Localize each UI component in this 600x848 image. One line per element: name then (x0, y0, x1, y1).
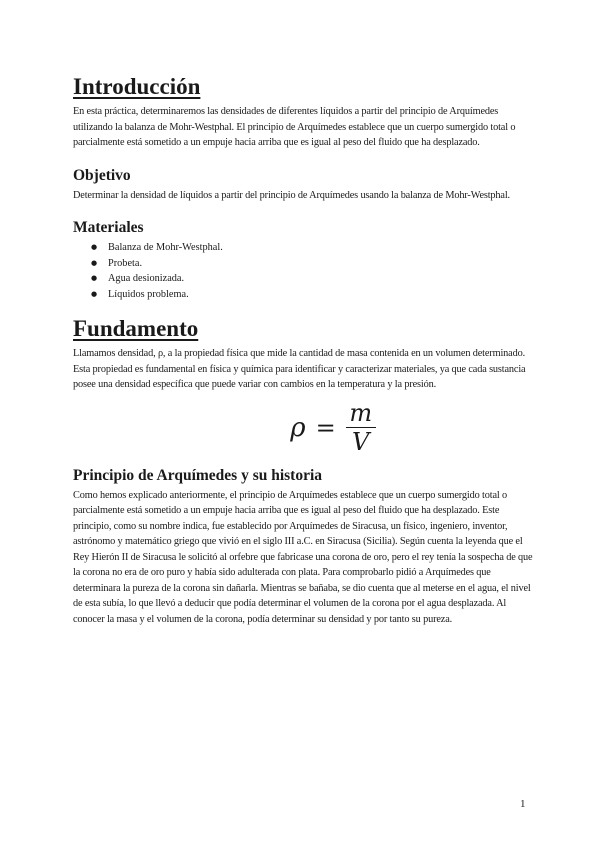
objetivo-paragraph: Determinar la densidad de líquidos a partir del principio de Arquímedes usando la balanza de Mohr-Westphal. (73, 189, 510, 201)
section-title-materiales: Materiales (73, 219, 144, 236)
formula-numerator: m (349, 399, 373, 427)
materiales-list (73, 240, 533, 302)
section-title-principio: Principio de Arquímedes y su historia (73, 466, 323, 484)
list-item: ● Balanza de Mohr-Westphal. (108, 240, 533, 256)
formula-rho: ρ (290, 412, 306, 443)
section-title-introduccion: Introducción (73, 74, 201, 99)
document-page (73, 74, 533, 627)
section-title-fundamento: Fundamento (73, 316, 199, 341)
principio-paragraph: Como hemos explicado anteriormente, el principio de Arquímedes establece que un cuerpo sumergido total o parcialmente está sometido a un empuje hacia arriba que es igual al peso del fluido que ha desplazado. Este principio, como su nombre indica, fue establecido por Arquímedes de Siracusa, un físico, ingeniero, inventor, astrónomo y matemático griego que vivió en el siglo III a.C. en Siracusa (Sicilia). Según cuenta la leyenda que el Rey Hierón II de Siracusa le solicitó al orfebre que fabricase una corona de oro, pero el rey tenía la sospecha de que la corona no era de oro puro y había sido adulterada con plata. Para comprobarlo pidió a Arquímedes que determinara la pureza de la corona sin dañarla. Mientras se bañaba, se dio cuenta que al meterse en el agua, el nivel de esta subía, lo que llevó a deducir que podía determinar el volumen de la corona por el agua desplazada. Al conocer la masa y el volumen de la corona, podía determinar su densidad y por tanto su pureza. (73, 489, 533, 625)
density-formula (73, 399, 533, 457)
list-item: ● Agua desionizada. (108, 271, 533, 287)
formula-equals: = (315, 413, 336, 442)
list-item: ● Líquidos problema. (108, 287, 533, 303)
page-number: 1 (520, 798, 526, 810)
fundamento-paragraph: Llamamos densidad, ρ, a la propiedad física que mide la cantidad de masa contenida en un volumen determinado. Esta propiedad es fundamental en física y química para identificar y caracterizar materiales, ya que cada sustancia posee una densidad específica que puede variar con cambios en la temperatura y la presión. (73, 348, 526, 390)
section-title-objetivo: Objetivo (73, 166, 131, 184)
formula-denominator: V (352, 428, 370, 456)
introduccion-paragraph: En esta práctica, determinaremos las densidades de diferentes líquidos a partir del principio de Arquímedes utilizando la balanza de Mohr-Westphal. El principio de Arquímedes establece que un cuerpo sumergido total o parcialmente está sometido a un empuje hacia arriba que es igual al peso del fluido que ha desplazado. (73, 106, 516, 148)
formula-fraction (346, 400, 376, 455)
list-item: ● Probeta. (108, 256, 533, 272)
